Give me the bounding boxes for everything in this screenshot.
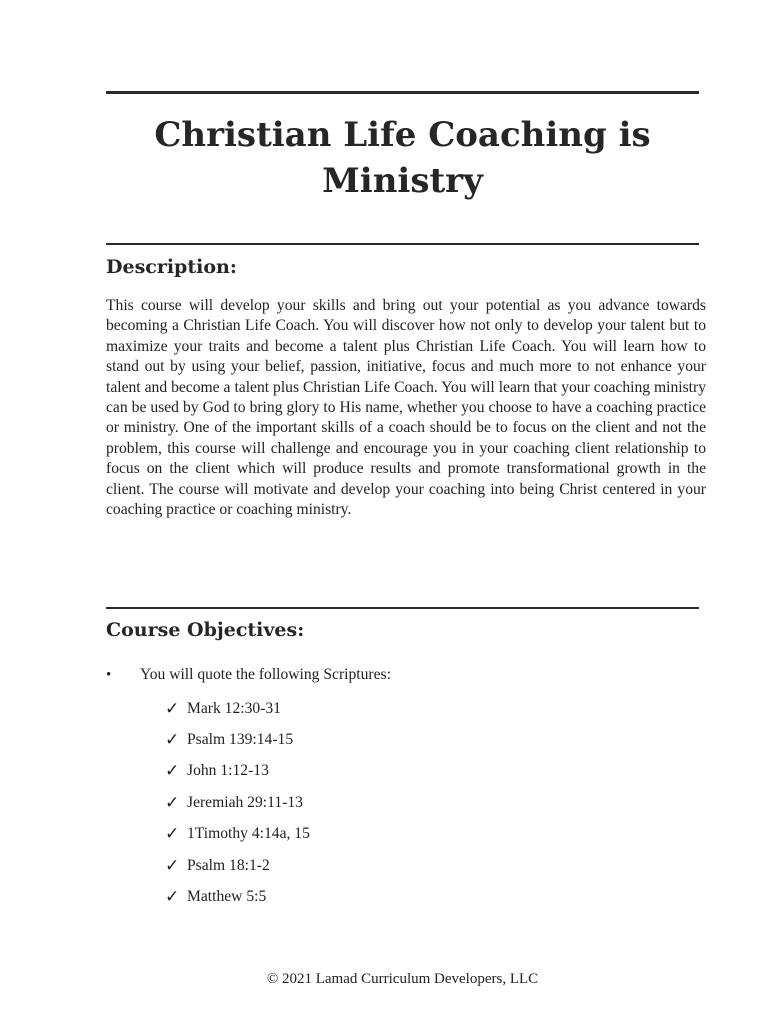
checklist-item xyxy=(165,819,310,850)
description-body: This course will develop your skills and bring out your potential as you advance towards becoming a Christian Life Coach. You will discover how not only to develop your talent but to maximize your traits and become a talent plus Christian Life Coach. You will learn how to stand out by using your belief, passion, initiative, focus and much more to not enhance your talent and become a talent plus Christian Life Coach. You will learn that your coaching ministry can be used by God to bring glory to His name, whether you choose to have a coaching practice or ministry. One of the important skills of a coach should be to focus on the client and not the problem, this course will challenge and encourage you in your coaching client relationship to focus on the client which will produce results and promote transformational growth in the client. The course will motivate and develop your coaching into being Christ centered in your coaching practice or coaching ministry. xyxy=(106,297,706,519)
objective-bullet xyxy=(106,664,666,686)
checkmark-icon: ✓ xyxy=(165,887,180,908)
checklist-item xyxy=(165,756,310,787)
scripture-reference: Psalm 139:14-15 xyxy=(187,731,294,749)
scripture-reference: Mark 12:30-31 xyxy=(187,699,281,717)
checklist-item xyxy=(165,850,310,881)
objective-text: You will quote the following Scriptures: xyxy=(140,666,391,683)
scripture-checklist xyxy=(165,693,310,913)
copyright-footer: © 2021 Lamad Curriculum Developers, LLC xyxy=(266,971,539,987)
checklist-item xyxy=(165,693,310,724)
objectives-rule xyxy=(106,607,699,609)
checkmark-icon: ✓ xyxy=(165,824,180,845)
checklist-item xyxy=(165,787,310,818)
scripture-reference: Matthew 5:5 xyxy=(187,888,267,906)
objectives-heading: Course Objectives: xyxy=(106,619,305,641)
checklist-item xyxy=(165,881,310,912)
top-rule xyxy=(106,91,699,94)
description-rule xyxy=(106,243,699,245)
scripture-reference: John 1:12-13 xyxy=(187,762,269,780)
checkmark-icon: ✓ xyxy=(165,792,180,813)
bullet-icon: • xyxy=(106,667,112,683)
scripture-reference: Jeremiah 29:11-13 xyxy=(187,793,303,811)
checkmark-icon: ✓ xyxy=(165,730,180,751)
checkmark-icon: ✓ xyxy=(165,698,180,719)
checklist-item xyxy=(165,724,310,755)
scripture-reference: 1Timothy 4:14a, 15 xyxy=(187,825,310,843)
description-heading: Description: xyxy=(106,256,237,278)
scripture-reference: Psalm 18:1-2 xyxy=(187,856,270,874)
checkmark-icon: ✓ xyxy=(165,761,180,782)
checkmark-icon: ✓ xyxy=(165,855,180,876)
page-title: Christian Life Coaching is Ministry xyxy=(154,115,651,201)
